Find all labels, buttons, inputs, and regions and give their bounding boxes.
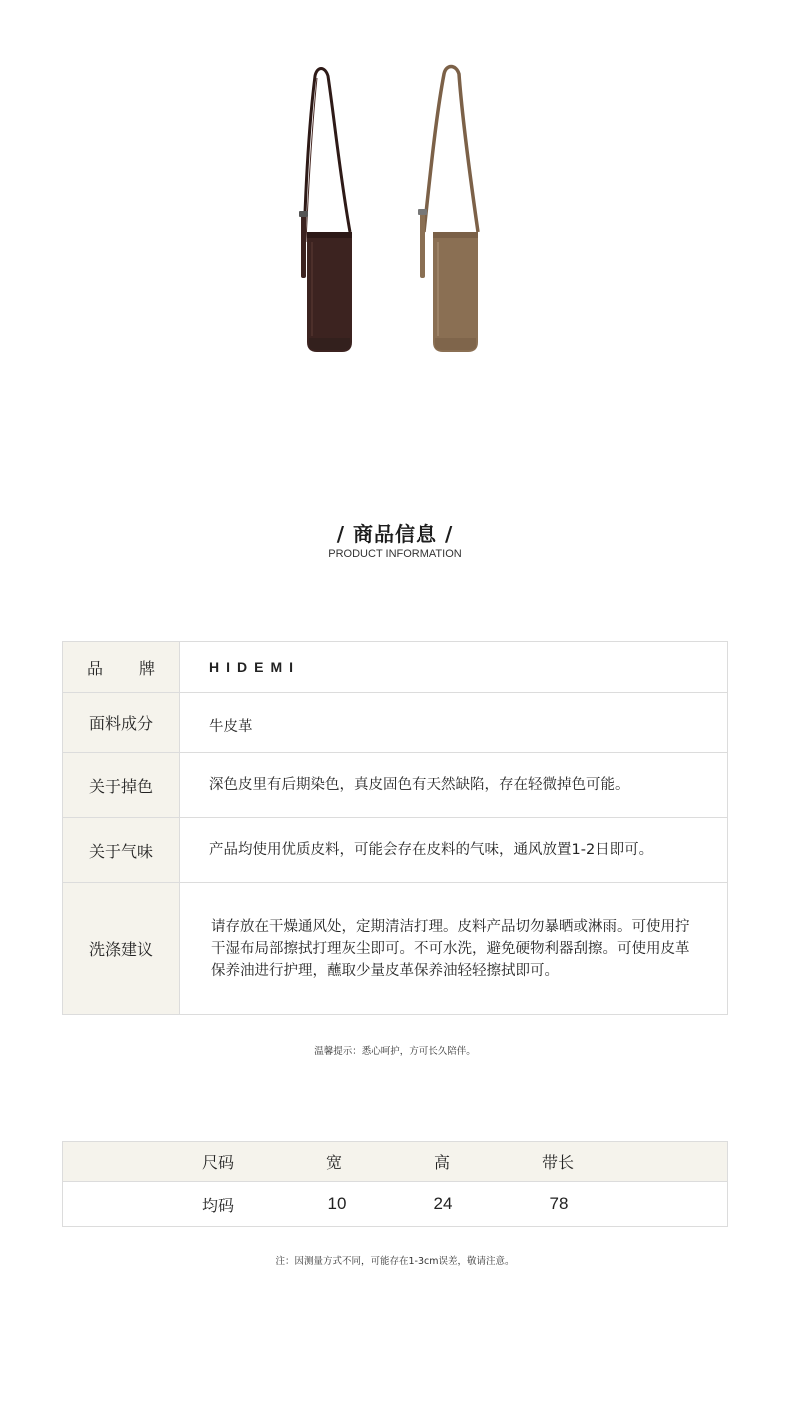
- color-fading-label: 关于掉色: [63, 753, 180, 817]
- info-row-brand: [63, 642, 727, 692]
- color-fading-value: 深色皮里有后期染色，真皮固色有天然缺陷，存在轻微掉色可能。: [209, 777, 630, 793]
- section-title: / 商品信息 /: [336, 522, 454, 546]
- height-value: 24: [433, 1194, 453, 1213]
- size-header-width: 宽: [325, 1153, 342, 1172]
- brand-value: HIDEMI: [209, 659, 300, 675]
- care-value: 请存放在干燥通风处，定期清洁打理。皮料产品切勿暴晒或淋雨。可使用拧干湿布局部擦拭打理灰尘即可。不可水洗，避免硬物利器刮擦。可使用皮革保养油进行护理，蘸取少量皮革保养油轻轻擦拭即可。: [211, 918, 690, 979]
- odor-label: 关于气味: [63, 818, 180, 882]
- dark-brown-bag: [299, 69, 352, 353]
- info-row-color-fading: [63, 752, 727, 817]
- info-row-care: [63, 882, 727, 1014]
- width-value: 10: [327, 1194, 347, 1213]
- care-label: 洗涤建议: [63, 883, 180, 1014]
- info-row-material: [63, 692, 727, 752]
- size-value: 均码: [201, 1195, 234, 1215]
- brand-label: 品牌: [86, 658, 191, 678]
- size-header-height: 高: [433, 1153, 450, 1172]
- care-tip: 温馨提示：悉心呵护，方可长久陪伴。: [314, 1046, 476, 1057]
- size-header-size: 尺码: [201, 1153, 234, 1172]
- product-info-table: [62, 641, 728, 1015]
- size-header-strap-length: 带长: [541, 1153, 574, 1172]
- odor-value: 产品均使用优质皮料，可能会存在皮料的气味，通风放置1-2日即可。: [209, 842, 654, 858]
- material-value: 牛皮革: [209, 718, 253, 735]
- info-row-odor: [63, 817, 727, 882]
- product-image: [270, 56, 520, 366]
- size-table-row: [63, 1181, 727, 1226]
- size-table: [62, 1141, 728, 1227]
- strap-length-value: 78: [549, 1194, 569, 1213]
- measurement-note: 注：因测量方式不同，可能存在1-3cm误差，敬请注意。: [275, 1256, 515, 1267]
- material-label: 面料成分: [63, 693, 180, 752]
- size-table-header: [63, 1142, 727, 1181]
- info-label: [63, 642, 191, 692]
- taupe-bag: [418, 67, 478, 353]
- section-subtitle: PRODUCT INFORMATION: [328, 548, 462, 560]
